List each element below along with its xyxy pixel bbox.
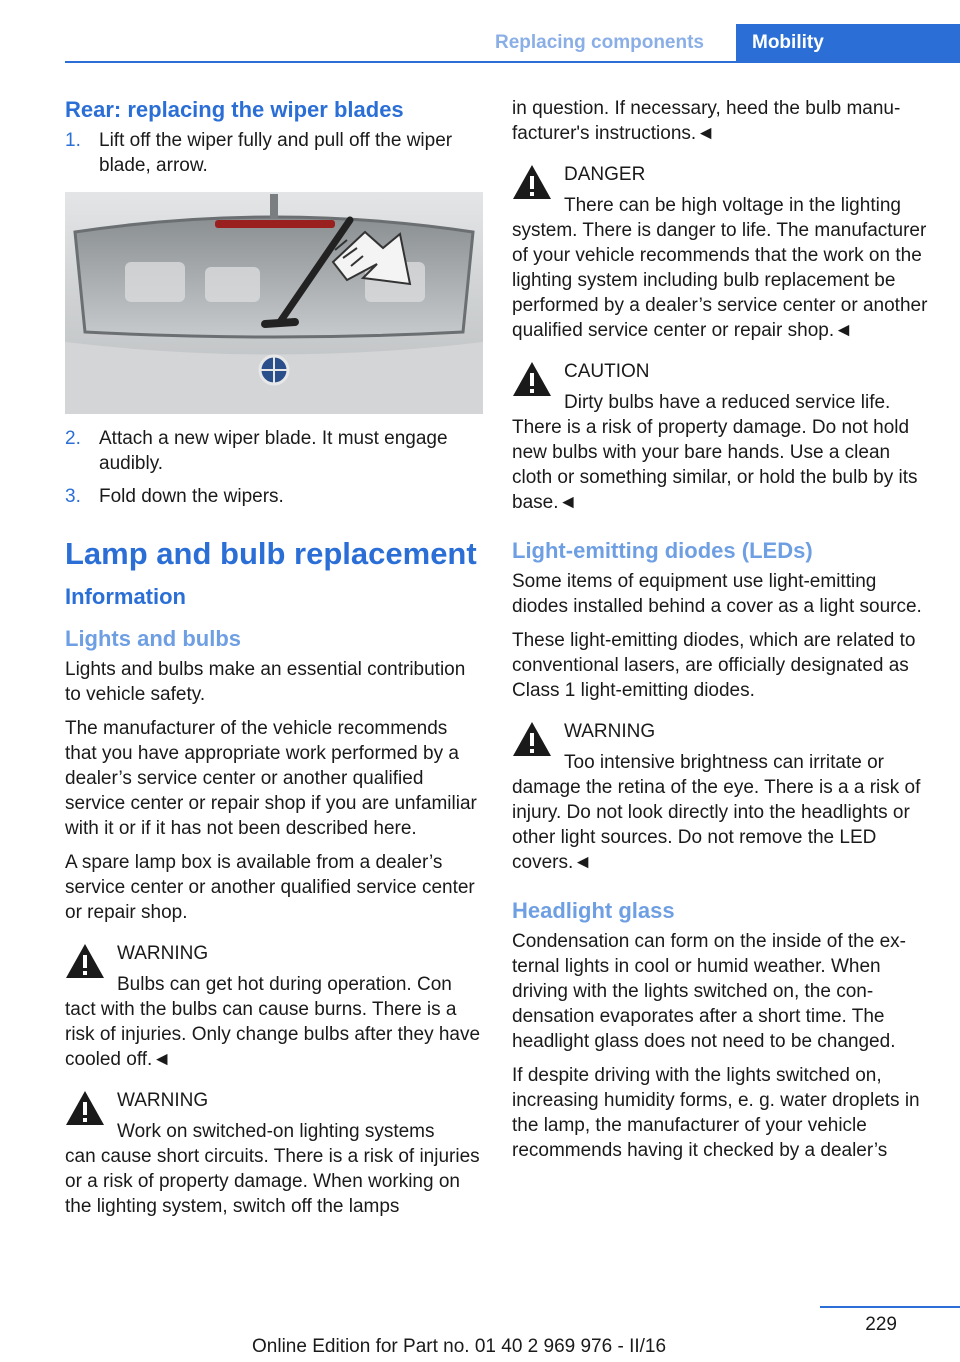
step-number: 1. [65,130,81,151]
step-text: Attach a new wiper blade. It must engage audibly. [99,428,448,474]
danger-block [512,162,930,343]
warning-text: damage the retina of the eye. There is a a risk of injury. Do not look directly into the headlights or other light sources. Do not remove the LED covers.◄ [512,777,921,873]
warning-block [65,1088,483,1219]
rear-wiper-photo [65,192,483,414]
warning-triangle-icon [512,721,552,757]
paragraph: The manufacturer of the vehicle recommends that you have appropriate work performed by a dealer’s service center or another qualified service center or repair shop if you are unfamiliar with it or if it has not been described here. [65,718,477,839]
step-number: 3. [65,486,81,507]
warning-triangle-icon [65,943,105,979]
step-text: Lift off the wiper fully and pull off the wiper blade, arrow. [99,130,453,176]
caution-text-first: Dirty bulbs have a reduced service life. [564,392,891,413]
header-section-title: Replacing components [494,32,704,53]
heading-headlight-glass: Headlight glass [512,898,675,923]
danger-text-first: There can be high voltage in the lighting [564,195,901,216]
warning-title: WARNING [564,721,656,742]
warning-text: can cause short circuits. There is a risk of injuries or a risk of property damage. When working on the lighting system, switch off the lamps [65,1146,480,1217]
warning-title: WARNING [117,943,209,964]
paragraph: Some items of equipment use light-emitting diodes installed behind a cover as a light source. [512,571,922,617]
header-chapter-tab: Mobility [736,24,960,61]
warning-triangle-icon [512,361,552,397]
step-text: Fold down the wipers. [99,486,284,507]
warning-title: WARNING [117,1090,209,1111]
page-number-rule [820,1306,960,1308]
page-header [0,24,960,62]
heading-lamp-bulb-replacement: Lamp and bulb replacement [65,536,477,571]
paragraph: in question. If necessary, heed the bulb manufacturer's instructions.◄ [512,98,901,144]
page-number: 229 [865,1314,897,1335]
warning-text-first: Work on switched-on lighting systems [117,1121,435,1142]
caution-text: There is a risk of property damage. Do not hold new bulbs with your bare hands. Use a clean cloth or something similar, or hold the bulb by its base.◄ [512,417,918,513]
warning-block [512,719,930,875]
danger-title: DANGER [564,164,646,185]
paragraph: Lights and bulbs make an essential contribution to vehicle safety. [65,659,466,705]
paragraph: Condensation can form on the inside of the external lights in cool or humid weather. When driving with the lights switched on, the condensation evaporates after a short time. The headlight glass does not need to be changed. [512,931,906,1052]
step-item [65,426,483,476]
warning-text-first: Too intensive brightness can irritate or [564,752,884,773]
heading-rear-wiper: Rear: replacing the wiper blades [65,97,404,122]
wiper-steps [65,128,483,178]
heading-leds: Light-emitting diodes (LEDs) [512,538,813,563]
header-rule [65,61,960,63]
step-number: 2. [65,428,81,449]
caution-block [512,359,930,515]
step-item [65,128,483,178]
heading-lights-bulbs: Lights and bulbs [65,626,241,651]
edition-note: Online Edition for Part no. 01 40 2 969 976 - II/16 [252,1336,667,1357]
warning-text-first: Bulbs can get hot during operation. Con [117,974,452,995]
rear-wiper-illustration [65,192,483,414]
step-item [65,484,483,509]
warning-block [65,941,483,1072]
caution-title: CAUTION [564,361,650,382]
right-column [512,96,930,1172]
warning-triangle-icon [65,1090,105,1126]
warning-triangle-icon [512,164,552,200]
heading-information: Information [65,584,186,609]
danger-text: system. There is danger to life. The manufacturer of your vehicle recommends that the work on the lighting system including bulb replacement be performed by a dealer’s service center or another qualified service center or repair shop.◄ [512,220,928,341]
paragraph: A spare lamp box is available from a dealer’s service center or another qualified service center or repair shop. [65,852,475,923]
left-column [65,96,483,1233]
warning-text: tact with the bulbs can cause burns. There is a risk of injuries. Only change bulbs after they have cooled off.◄ [65,999,481,1070]
paragraph: If despite driving with the lights switched on, increasing humidity forms, e. g. water droplets in the lamp, the manufacturer of your vehicle recommends having it checked by a dealer’s [512,1065,920,1161]
paragraph: These light-emitting diodes, which are related to conventional lasers, are officially designated as Class 1 light-emitting diodes. [512,630,916,701]
wiper-steps-continued [65,426,483,509]
